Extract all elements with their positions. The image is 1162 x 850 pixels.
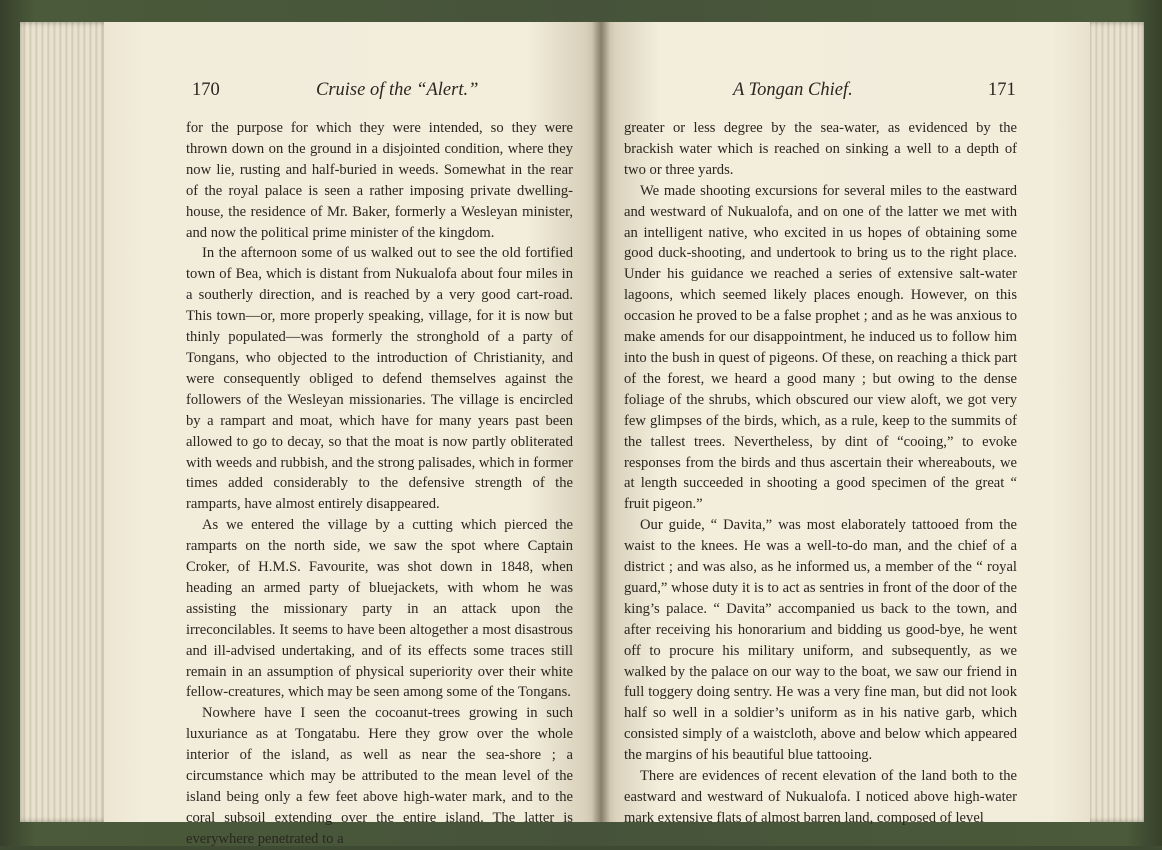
paragraph: greater or less degree by the sea-water, as evidenced by the brackish water which is reached on sinking a well to a depth of two or three yards. [624, 120, 1017, 178]
right-running-title: A Tongan Chief. [733, 80, 853, 100]
paragraph: Our guide, “ Davita,” was most elaborately tattooed from the waist to the knees. He was a well-to-do man, and the chief of a district ; and was also, as he informed us, a member of the “ royal guard,” whose duty it is to act as sentries in front of the door of the king’s palace. “ Davita” accompanied us back to the town, and after receiving his honorarium and bidding us good-bye, he went off to procure his military uniform, and subsequently, as we walked by the palace on our way to the boat, we saw our friend in full toggery doing sentry. He was a very fine man, but did not look half so well in a soldier’s uniform as in his native garb, which consisted simply of a waistcloth, above and below which appeared the margins of his beautiful blue tattooing. [624, 517, 1017, 764]
paragraph: As we entered the village by a cutting which pierced the ramparts on the north side, we saw the spot where Captain Croker, of H.M.S. Favourite, was shot down in 1848, when heading an armed party of bluejackets, with whom he was assisting the missionary party in an attack upon the irreconcilables. It seems to have been altogether a most disastrous and ill-advised undertaking, and of its effects some traces still remain in an assumption of physical superiority over their white fellow-creatures, which may be seen among some of the Tongans. [186, 517, 573, 701]
page-edges-right [1086, 22, 1144, 822]
paragraph: In the afternoon some of us walked out to see the old fortified town of Bea, which is distant from Nukualofa about four miles in a southerly direction, and is reached by a very good cart-road. This town—or, more properly speaking, village, for it is now but thinly populated—was formerly the stronghold of a party of Tongans, who objected to the introduction of Christianity, and were consequently obliged to defend themselves against the followers of the Wesleyan missionaries. The village is encircled by a rampart and moat, which have for many years past been allowed to go to decay, so that the moat is now partly obliterated with weeds and rubbish, and the strong palisades, which in former times added considerably to the defensive strength of the ramparts, have almost entirely disappeared. [186, 245, 573, 513]
right-body-text [624, 118, 1017, 829]
page-edges-left [20, 22, 106, 822]
paragraph: There are evidences of recent elevation of the land both to the eastward and westward of Nukualofa. I noticed above high-water mark extensive flats of almost barren land, composed of level [624, 768, 1017, 826]
book-gutter [592, 22, 610, 822]
left-running-title: Cruise of the “Alert.” [316, 80, 479, 100]
paragraph: We made shooting excursions for several miles to the eastward and westward of Nukualofa, and on one of the latter we met with an intelligent native, who excited in us hopes of obtaining some good duck-shooting, and undertook to bring us to the right place. Under his guidance we reached a series of extensive salt-water lagoons, which seemed likely places enough. However, on this occasion he proved to be a false prophet ; and as he was anxious to make amends for our disappointment, he induced us to follow him into the bush in quest of pigeons. Of these, on reaching a thick part of the forest, we heard a good many ; but owing to the dense foliage of the shrubs, which obscured our view aloft, we got very few glimpses of the birds, which, as a rule, keep to the summits of the tallest trees. Nevertheless, by dint of “cooing,” to evoke responses from the birds and thus ascertain their whereabouts, we at length succeeded in shooting a good specimen of the great “ fruit pigeon.” [624, 182, 1017, 513]
right-page [601, 22, 1090, 826]
left-page-header [104, 80, 601, 106]
left-page-number: 170 [192, 80, 220, 100]
paragraph: for the purpose for which they were intended, so they were thrown down on the ground in a disjointed condition, where they now lie, rusting and half-buried in weeds. Somewhat in the rear of the royal palace is seen a rather imposing private dwelling-house, the residence of Mr. Baker, formerly a Wesleyan minister, and now the political prime minister of the kingdom. [186, 120, 573, 241]
left-body-text [186, 118, 573, 850]
right-page-header [601, 80, 1090, 106]
right-page-number: 171 [988, 80, 1016, 100]
paragraph: Nowhere have I seen the cocoanut-trees growing in such luxuriance as at Tongatabu. Here they grow over the whole interior of the island, as well as near the sea-shore ; a circumstance which may be attributed to the mean level of the island being only a few feet above high-water mark, and to the coral subsoil extending over the entire island. The latter is everywhere penetrated to a [186, 705, 573, 847]
left-page [104, 22, 601, 847]
